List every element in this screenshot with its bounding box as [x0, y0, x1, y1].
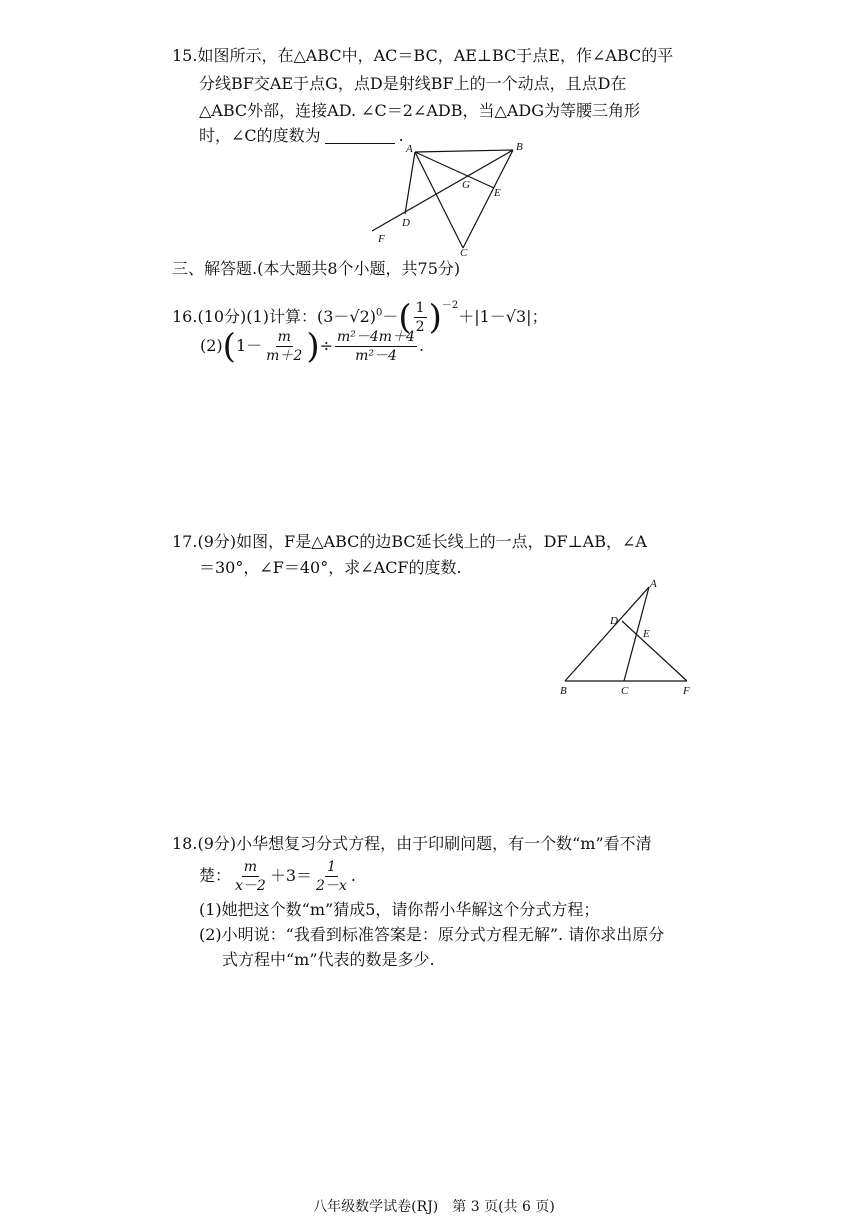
q15-line-3: △ABC外部，连接AD. ∠C＝2∠ADB，当△ADG为等腰三角形 [199, 101, 640, 120]
label-F: F [378, 233, 385, 245]
divide-sign: ÷ [319, 336, 333, 355]
segment-AE [415, 152, 494, 188]
segment-AD [405, 152, 415, 214]
q18-equation-line [199, 858, 356, 895]
q18-line-1: 18.(9分)小华想复习分式方程，由于印刷问题，有一个数“m”看不清 [172, 834, 652, 853]
section-heading: 三、解答题.(本大题共8个小题，共75分) [172, 259, 461, 278]
minus-sign: － [382, 307, 399, 326]
q17-line-2: ＝30°，∠F＝40°，求∠ACF的度数. [199, 558, 462, 577]
fraction-quadratic: $\frac{\text{m²－4m＋4}}{\text{m²－4}}$ [336, 329, 415, 364]
q15-line-2: 分线BF交AE于点G，点D是射线BF上的一个动点，且点D在 [199, 74, 627, 93]
exponent-neg-two: －2 [441, 300, 459, 311]
q18-sub-2a: (2)小明说：“我看到标准答案是：原分式方程无解”. 请你求出原分 [199, 925, 665, 944]
label-C: C [621, 685, 629, 697]
label-G: G [462, 179, 470, 191]
q15-figure [360, 138, 540, 260]
label-D: D [402, 217, 410, 229]
segment-AC [415, 152, 463, 248]
q16-period: . [418, 336, 425, 355]
plus-three-equals: ＋3＝ [269, 866, 313, 885]
fraction-m-over-x-minus-2: $\frac{m}{x-2}$ [235, 859, 266, 894]
half-fraction: $\frac{1}{2}$ [415, 300, 425, 335]
one-minus: 1－ [235, 336, 263, 355]
q15-question-text: 时，∠C的度数为 [199, 126, 321, 145]
q17-figure [555, 574, 705, 698]
q16-sub-label: (2) [200, 336, 223, 355]
label-D: D [610, 615, 618, 627]
q18-period: . [350, 866, 356, 885]
abs-term: ＋|1－√3|； [458, 307, 548, 326]
q18-prefix: 楚： [199, 866, 232, 885]
segment-AB [415, 150, 513, 152]
label-E: E [494, 187, 501, 199]
label-A: A [406, 143, 413, 155]
q18-sub-1: (1)她把这个数“m”猜成5，请你帮小华解这个分式方程； [199, 900, 600, 919]
q17-line-1: 17.(9分)如图，F是△ABC的边BC延长线上的一点，DF⊥AB，∠A [172, 532, 647, 551]
label-B: B [560, 685, 567, 697]
label-B: B [516, 141, 523, 153]
page-footer: 八年级数学试卷(RJ) 第 3 页(共 6 页) [313, 1199, 555, 1215]
label-E: E [643, 628, 650, 640]
fraction-1-over-2-minus-x: $\frac{1}{2-x}$ [316, 859, 347, 894]
expr-base: (3－√2) [316, 307, 377, 326]
label-F: F [683, 685, 690, 697]
q16-part-1: 16.(10分)(1)计算：$(3-√2)^0-$( $\frac{1}{2}$ )$^{-2}$＋|1－√3|； [172, 297, 548, 338]
q16-label: 16.(10分)(1)计算： [172, 307, 317, 326]
fraction-m-over-m-plus-2: $\frac{m}{m+2}$ [266, 329, 303, 364]
q18-sub-2b: 式方程中“m”代表的数是多少. [222, 950, 435, 969]
exponent-zero: 0 [376, 307, 383, 319]
q15-period: . [398, 126, 404, 145]
q15-line-1: 15.如图所示，在△ABC中，AC＝BC，AE⊥BC于点E，作∠ABC的平 [172, 46, 674, 65]
q16-part-2: (2)(1－ $\frac{m}{m+2}$ )÷ $\frac{\text{m²－4m＋4}}{\text{m²－4}}$ . [200, 326, 425, 367]
label-A: A [650, 578, 657, 590]
label-C: C [460, 247, 468, 259]
